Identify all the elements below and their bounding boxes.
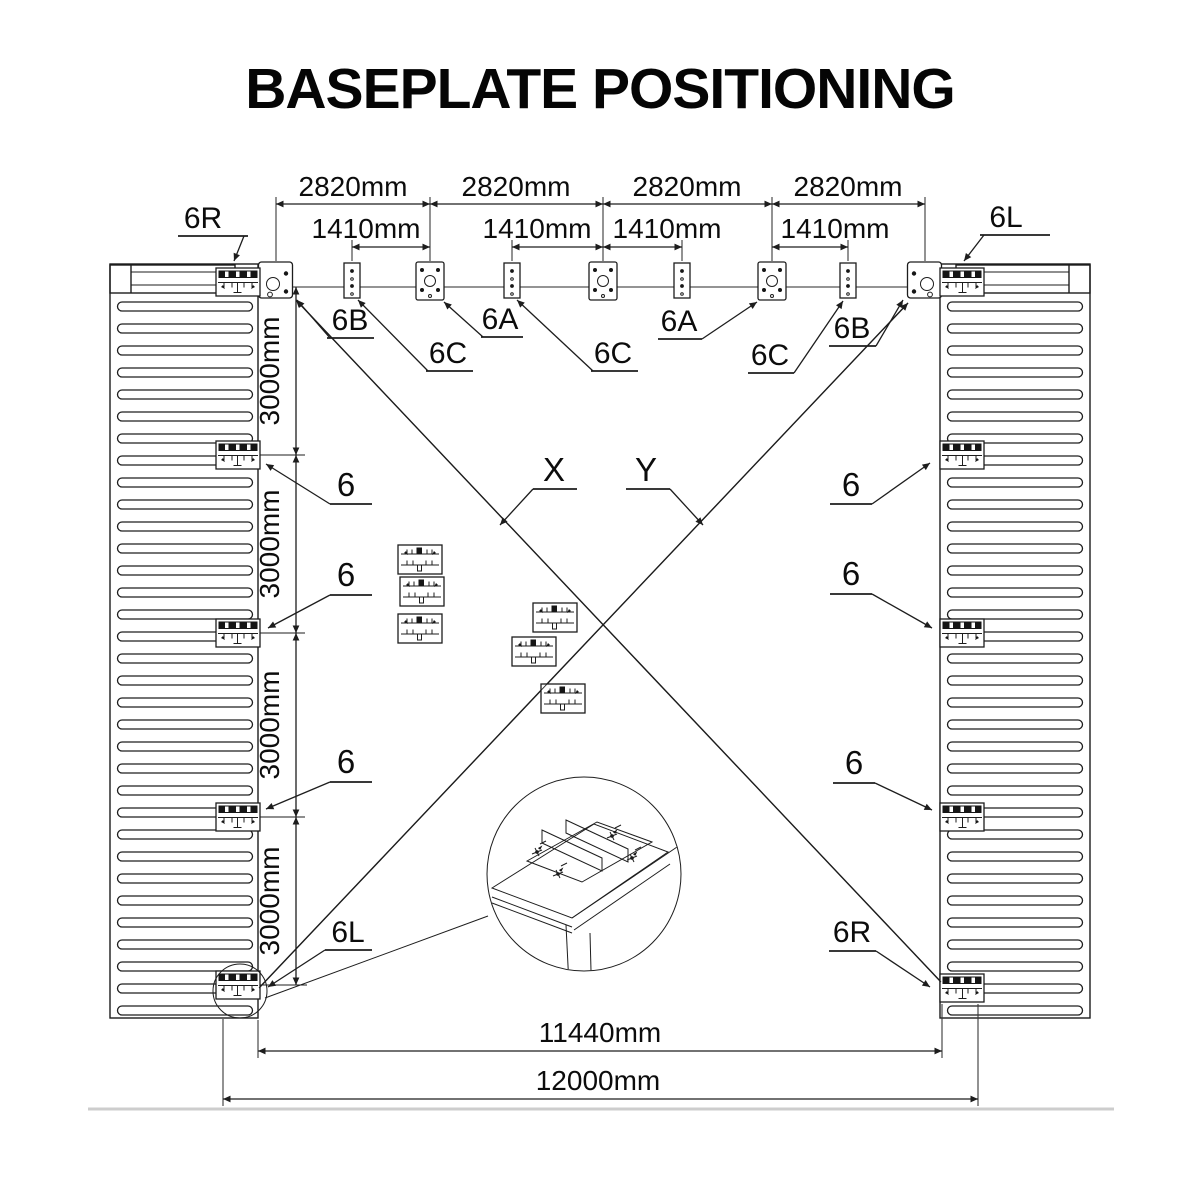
dim-3000-1: 3000mm [254, 316, 285, 426]
label-6L-top [964, 201, 1050, 261]
svg-text:6L: 6L [331, 916, 365, 949]
label-plate-6C-center [517, 300, 638, 371]
assembly-left-3 [216, 803, 260, 831]
detail-isometric-view [492, 820, 680, 1008]
diagonal-lines [259, 300, 941, 988]
detail-connector-line [265, 916, 488, 998]
label-plate-6A-left [444, 302, 523, 337]
dim-11440: 11440mm [538, 1017, 662, 1048]
label-plate-6C-left [358, 300, 473, 371]
page-title: BASEPLATE POSITIONING [245, 57, 955, 121]
narrow-plate [344, 263, 360, 298]
dim-3000-4: 3000mm [254, 846, 285, 956]
narrow-plate [840, 263, 856, 298]
detail-circle [487, 777, 681, 971]
assembly-left-2 [216, 619, 260, 647]
dimension-bottom [88, 1004, 1114, 1109]
dim-1410-3: 1410mm [612, 213, 722, 244]
svg-text:6A: 6A [481, 303, 519, 336]
label-side-6-right-2 [830, 555, 932, 628]
detail-inset [265, 777, 681, 1008]
svg-text:6: 6 [844, 744, 864, 781]
plate-icon-2 [400, 577, 444, 606]
svg-text:6B: 6B [833, 312, 871, 345]
label-6R-bottom [829, 916, 930, 987]
dim-3000-2: 3000mm [254, 489, 285, 599]
corner-plate-right [908, 262, 942, 298]
svg-text:6B: 6B [331, 304, 369, 337]
svg-text:6: 6 [841, 466, 861, 503]
wide-plate [758, 262, 786, 300]
label-diagonal-y [626, 451, 703, 525]
dim-1410-2: 1410mm [482, 213, 592, 244]
plate-icon-1 [398, 545, 442, 574]
plate-icon-5 [512, 637, 556, 666]
svg-text:6A: 6A [660, 305, 698, 338]
left-rail-corrugation [118, 302, 253, 1015]
assembly-right-1 [940, 441, 984, 469]
label-plate-6A-right [658, 302, 757, 339]
svg-text:6: 6 [841, 555, 861, 592]
svg-text:X: X [542, 451, 566, 488]
label-6R-top [178, 202, 248, 261]
svg-text:6C: 6C [593, 337, 633, 370]
svg-text:6L: 6L [989, 201, 1023, 234]
assembly-right-2 [940, 619, 984, 647]
assembly-top-right [940, 268, 984, 296]
svg-text:6C: 6C [428, 337, 468, 370]
top-plate-row [258, 262, 942, 300]
label-plate-6B-left [297, 300, 374, 338]
plate-icon-4 [533, 603, 577, 632]
assembly-bottom-right [940, 974, 984, 1002]
assembly-bottom-left [216, 971, 260, 999]
corner-plate-left [259, 262, 293, 298]
dim-1410-1: 1410mm [311, 213, 421, 244]
dim-3000-3: 3000mm [254, 670, 285, 780]
dim-2820-3: 2820mm [632, 171, 742, 202]
svg-text:6: 6 [336, 466, 356, 503]
dim-2820-4: 2820mm [793, 171, 903, 202]
dim-1410-4: 1410mm [780, 213, 890, 244]
label-plate-6C-right [748, 301, 843, 373]
loose-plate-icons [259, 300, 941, 988]
dimension-row-1410 [312, 213, 890, 261]
assembly-top-left [216, 268, 260, 296]
label-side-6-right-1 [830, 463, 930, 504]
label-plate-6B-right [829, 300, 903, 346]
dim-12000: 12000mm [535, 1065, 661, 1096]
dim-2820-1: 2820mm [298, 171, 408, 202]
label-diagonal-x [500, 451, 577, 525]
right-rail-corrugation [948, 302, 1083, 1015]
assembly-right-3 [940, 803, 984, 831]
svg-text:6R: 6R [832, 916, 872, 949]
svg-text:6R: 6R [183, 202, 223, 235]
svg-text:6: 6 [336, 743, 356, 780]
narrow-plate [504, 263, 520, 298]
plate-icon-3 [398, 614, 442, 643]
wide-plate [416, 262, 444, 300]
plate-icon-6 [541, 684, 585, 713]
narrow-plate [674, 263, 690, 298]
label-side-6-right-3 [833, 744, 932, 810]
svg-text:6: 6 [336, 556, 356, 593]
svg-text:6C: 6C [750, 339, 790, 372]
svg-text:Y: Y [634, 451, 658, 488]
assembly-left-1 [216, 441, 260, 469]
wide-plate [589, 262, 617, 300]
dim-2820-2: 2820mm [461, 171, 571, 202]
